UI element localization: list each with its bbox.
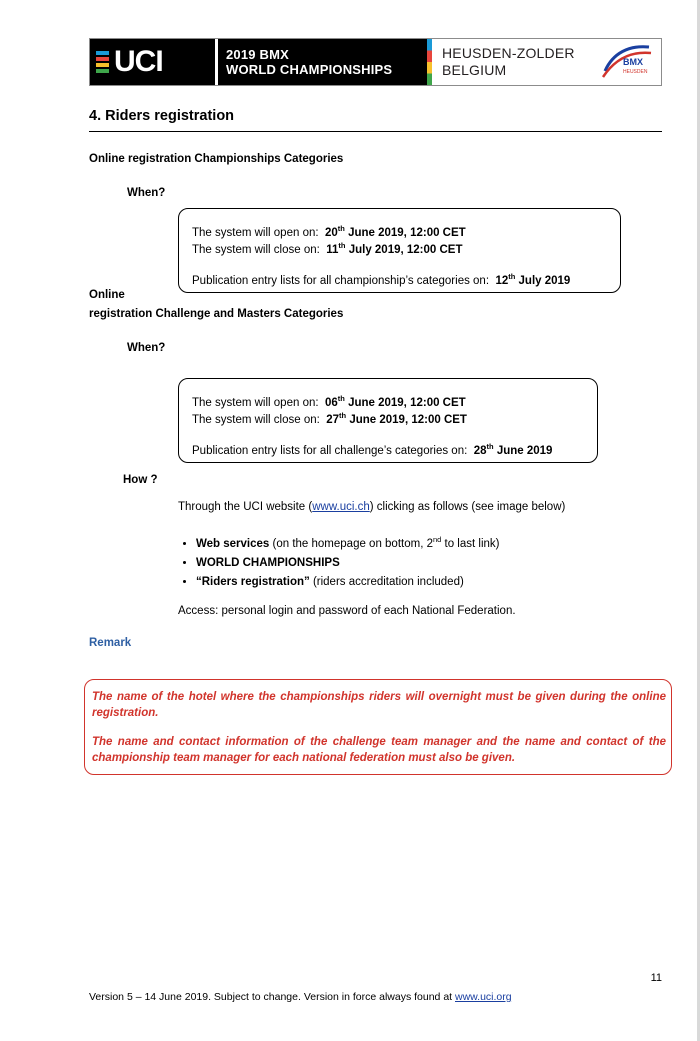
challenge-dates-box <box>178 378 598 463</box>
bullet2-text: WORLD CHAMPIONSHIPS <box>196 556 340 569</box>
uci-org-link[interactable]: www.uci.org <box>455 991 512 1003</box>
event-location-line1: HEUSDEN-ZOLDER <box>442 45 575 61</box>
remark-label: Remark <box>89 637 132 649</box>
championships-close-label: The system will close on: <box>192 243 320 256</box>
bullet3-bold: “Riders registration” <box>196 575 310 588</box>
championships-publication-day-suffix: th <box>508 272 516 281</box>
how-intro-pre: Through the UCI website ( <box>178 501 313 513</box>
challenge-open-day: 06 <box>324 396 338 409</box>
championships-publication-day: 12 <box>495 274 509 287</box>
championships-publication-label: Publication entry lists for all championship’s categories on: <box>192 274 490 287</box>
challenge-close-day-suffix: th <box>339 411 347 420</box>
bmx-event-logo-icon <box>595 39 661 85</box>
event-header-banner <box>89 38 662 86</box>
list-item <box>196 530 500 554</box>
access-note: Access: personal login and password of each National Federation. <box>178 605 516 617</box>
bullet1-rest-post: to last link) <box>441 537 500 550</box>
bullet3-rest: (riders accreditation included) <box>309 575 464 588</box>
how-steps-list <box>178 530 500 592</box>
challenge-publication-rest: June 2019 <box>496 444 553 457</box>
title-divider <box>89 131 662 132</box>
list-item <box>196 554 500 573</box>
championships-publication-rest: July 2019 <box>518 274 571 287</box>
championships-close-rest: July 2019, 12:00 CET <box>348 243 463 256</box>
footer-text-pre: Version 5 – 14 June 2019. Subject to change. Version in force always found at <box>89 991 455 1003</box>
championships-open-rest: June 2019, 12:00 CET <box>348 226 466 239</box>
championships-dates-box <box>178 208 621 293</box>
uci-website-link[interactable]: www.uci.ch <box>312 501 370 513</box>
remark-box <box>84 679 672 775</box>
uci-logo-text: UCI <box>114 45 163 78</box>
championships-publication-line <box>192 269 570 289</box>
championships-close-day-suffix: th <box>338 241 346 250</box>
footer-text <box>89 991 512 1003</box>
challenge-close-line <box>192 408 467 428</box>
event-title-line1: 2019 BMX <box>226 47 290 62</box>
remark-paragraph-1: The name of the hotel where the championships riders will overnight must be given during the online registration. <box>92 691 666 719</box>
uci-logo-block <box>90 39 215 85</box>
challenge-when-label: When? <box>127 342 166 354</box>
bullet1-bold: Web services <box>196 537 270 550</box>
challenge-open-rest: June 2019, 12:00 CET <box>348 396 466 409</box>
bullet1-sup: nd <box>432 535 442 544</box>
event-title-block <box>215 39 427 85</box>
championships-open-label: The system will open on: <box>192 226 319 239</box>
challenge-close-day: 27 <box>326 413 340 426</box>
how-intro-post: ) clicking as follows (see image below) <box>369 501 566 513</box>
championships-heading: Online registration Championships Categories <box>89 153 344 165</box>
challenge-heading-line2: registration Challenge and Masters Categories <box>89 308 344 320</box>
challenge-publication-label: Publication entry lists for all challenge’s categories on: <box>192 444 468 457</box>
challenge-close-rest: June 2019, 12:00 CET <box>349 413 467 426</box>
event-title-line2: WORLD CHAMPIONSHIPS <box>226 62 393 77</box>
championships-when-label: When? <box>127 187 166 199</box>
page-title: 4. Riders registration <box>89 108 235 124</box>
challenge-publication-line <box>192 439 552 459</box>
list-item <box>196 573 500 592</box>
challenge-heading-line1: Online <box>89 289 125 301</box>
event-location-block <box>432 39 595 85</box>
challenge-close-label: The system will close on: <box>192 413 320 426</box>
challenge-open-label: The system will open on: <box>192 396 319 409</box>
page-number: 11 <box>650 972 662 984</box>
challenge-publication-day-suffix: th <box>486 442 494 451</box>
championships-close-line <box>192 238 463 258</box>
bullet1-rest-pre: (on the homepage on bottom, 2 <box>269 537 433 550</box>
how-intro <box>178 500 565 515</box>
challenge-publication-day: 28 <box>473 444 487 457</box>
remark-paragraph-2: The name and contact information of the challenge team manager and the name and contact of the championship team manager for each national federation must also be given. <box>92 736 666 764</box>
championships-open-day: 20 <box>324 226 338 239</box>
championships-close-day: 11 <box>326 243 339 256</box>
uci-rings-icon <box>96 50 109 74</box>
svg-text:HEUSDEN: HEUSDEN <box>623 69 648 75</box>
how-label: How ? <box>123 474 158 486</box>
svg-text:BMX: BMX <box>623 57 643 67</box>
challenge-open-day-suffix: th <box>337 394 345 403</box>
championships-open-day-suffix: th <box>337 224 345 233</box>
event-location-line2: BELGIUM <box>442 62 507 78</box>
